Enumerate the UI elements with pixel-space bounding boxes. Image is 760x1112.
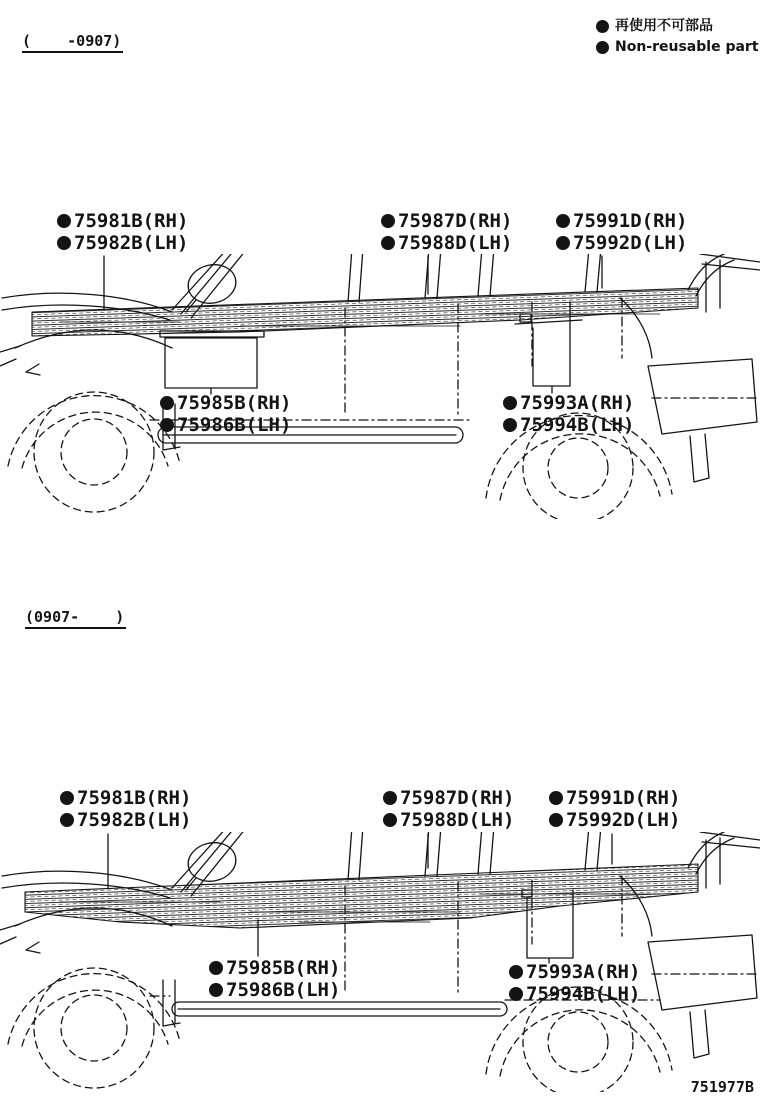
non-reusable-dot-icon bbox=[509, 965, 523, 979]
part-number: 75987D(RH) bbox=[400, 787, 515, 809]
legend bbox=[596, 16, 759, 58]
part-number: 75993A(RH) bbox=[526, 961, 641, 983]
non-reusable-dot-icon bbox=[503, 418, 517, 432]
non-reusable-dot-icon bbox=[383, 791, 397, 805]
vehicle-side-view-late bbox=[0, 832, 760, 1092]
part-number: 75991D(RH) bbox=[573, 210, 688, 232]
non-reusable-dot-icon bbox=[160, 418, 174, 432]
part-label-lower-rear-late bbox=[509, 961, 640, 1005]
part-label-upper-rear-late bbox=[549, 787, 680, 831]
non-reusable-dot-icon bbox=[209, 983, 223, 997]
non-reusable-dot-icon bbox=[549, 813, 563, 827]
non-reusable-dot-icon bbox=[60, 813, 74, 827]
part-label-lower-rear-early bbox=[503, 392, 634, 436]
non-reusable-dot-icon bbox=[503, 396, 517, 410]
non-reusable-dot-icon bbox=[549, 791, 563, 805]
part-label-lower-front-early bbox=[160, 392, 291, 436]
legend-text-jp: 再使用不可部品 bbox=[615, 18, 713, 34]
non-reusable-dot-icon bbox=[556, 214, 570, 228]
part-label-upper-front-late bbox=[60, 787, 191, 831]
non-reusable-dot-icon bbox=[60, 791, 74, 805]
part-number: 75994B(LH) bbox=[520, 414, 635, 436]
non-reusable-dot-icon bbox=[596, 41, 609, 54]
legend-row-jp bbox=[596, 16, 759, 37]
part-label-upper-rear-early bbox=[556, 210, 687, 254]
part-label-lower-front-late bbox=[209, 957, 340, 1001]
part-number: 75988D(LH) bbox=[400, 809, 515, 831]
legend-row-en bbox=[596, 37, 759, 58]
part-number: 75991D(RH) bbox=[566, 787, 681, 809]
non-reusable-dot-icon bbox=[209, 961, 223, 975]
part-number: 75986B(LH) bbox=[226, 979, 341, 1001]
part-label-upper-mid-early bbox=[381, 210, 512, 254]
drawing-number: 751977B bbox=[690, 1078, 754, 1096]
vehicle-side-view-early bbox=[0, 254, 760, 519]
part-number: 75986B(LH) bbox=[177, 414, 292, 436]
part-number: 75988D(LH) bbox=[398, 232, 513, 254]
non-reusable-dot-icon bbox=[556, 236, 570, 250]
part-number: 75987D(RH) bbox=[398, 210, 513, 232]
non-reusable-dot-icon bbox=[596, 20, 609, 33]
part-number: 75994B(LH) bbox=[526, 983, 641, 1005]
non-reusable-dot-icon bbox=[57, 236, 71, 250]
part-number: 75992D(LH) bbox=[573, 232, 688, 254]
non-reusable-dot-icon bbox=[381, 214, 395, 228]
part-label-upper-front-early bbox=[57, 210, 188, 254]
part-number: 75981B(RH) bbox=[77, 787, 192, 809]
part-number: 75985B(RH) bbox=[177, 392, 292, 414]
part-number: 75982B(LH) bbox=[74, 232, 189, 254]
legend-text-en: Non-reusable part bbox=[615, 39, 759, 55]
non-reusable-dot-icon bbox=[160, 396, 174, 410]
production-range-late: (0907- ) bbox=[25, 608, 126, 629]
part-number: 75992D(LH) bbox=[566, 809, 681, 831]
part-number: 75982B(LH) bbox=[77, 809, 192, 831]
part-number: 75993A(RH) bbox=[520, 392, 635, 414]
non-reusable-dot-icon bbox=[57, 214, 71, 228]
non-reusable-dot-icon bbox=[381, 236, 395, 250]
non-reusable-dot-icon bbox=[383, 813, 397, 827]
part-label-upper-mid-late bbox=[383, 787, 514, 831]
part-number: 75981B(RH) bbox=[74, 210, 189, 232]
production-range-early: ( -0907) bbox=[22, 32, 123, 53]
part-number: 75985B(RH) bbox=[226, 957, 341, 979]
non-reusable-dot-icon bbox=[509, 987, 523, 1001]
